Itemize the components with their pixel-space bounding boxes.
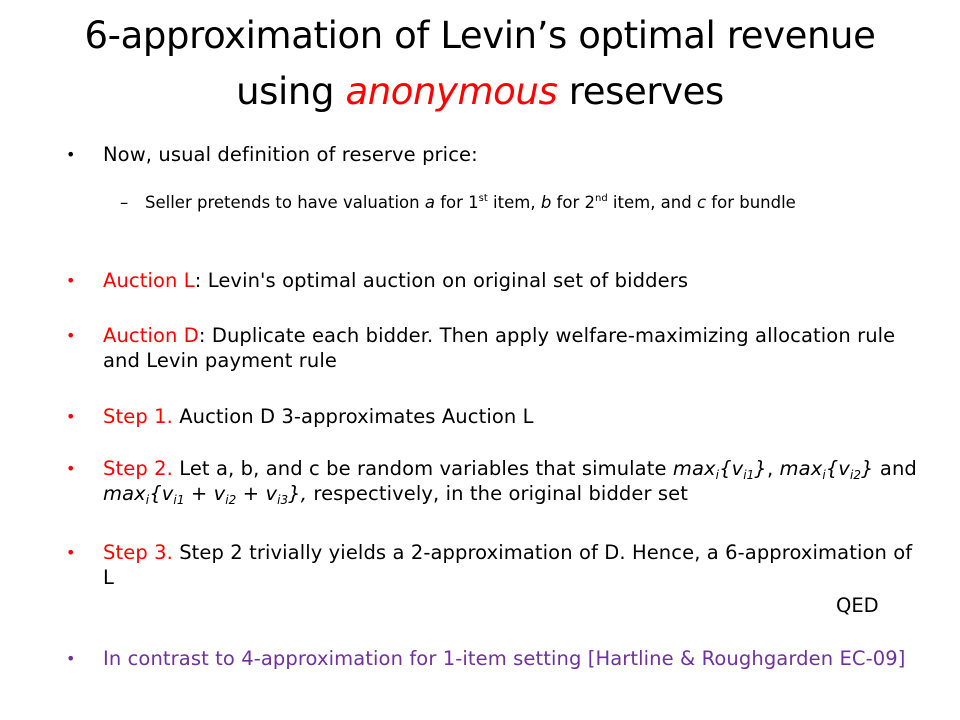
auction-d-label: Auction D [103,324,199,347]
bullet-dot: • [66,407,76,426]
step-2-label: Step 2. [103,457,173,480]
sub-bullet-dash: – [120,193,129,212]
title-line-1: 6-approximation of Levin’s optimal revenue [84,14,876,57]
bullet-auction-d: • Auction D: Duplicate each bidder. Then apply welfare-maximizing allocation rule and Levin payment rule [66,324,896,372]
slide-title [40,8,920,120]
bullet-contrast: • In contrast to 4-approximation for 1-item setting [Hartline & Roughgarden EC-09] [66,647,906,670]
bullet-step-3: • Step 3. Step 2 trivially yields a 2-approximation of D. Hence, a 6-approximation of L [66,541,913,589]
bullet-dot: • [66,459,76,478]
sub-bullet-seller-valuation: – Seller pretends to have valuation a for 1st item, b for 2nd item, and c for bundle [120,193,796,212]
title-line-2: using anonymous reserves [236,70,724,113]
title-emphasis: anonymous [345,70,558,113]
bullet-dot: • [66,649,76,668]
bullet-dot: • [66,326,76,345]
bullet-reserve-definition: • Now, usual definition of reserve price: [66,143,478,166]
step-1-label: Step 1. [103,405,173,428]
step-3-label: Step 3. [103,541,173,564]
bullet-dot: • [66,543,76,562]
auction-l-label: Auction L [103,269,195,292]
bullet-step-2: • Step 2. Let a, b, and c be random variables that simulate $\max_i\{v_{i1}\}$, $\max_i\{v_{i2}\}$ and $\max_i\{v_{i1} + v_{i2} + v_{i3}\}$, respectively, in the original bidder set [66,457,917,507]
bullet-dot: • [66,271,76,290]
bullet-dot: • [66,145,76,164]
bullet-step-1: • Step 1. Auction D 3-approximates Auction L [66,405,534,428]
bullet-auction-l: • Auction L: Levin's optimal auction on original set of bidders [66,269,689,292]
qed-label: QED [836,594,879,617]
